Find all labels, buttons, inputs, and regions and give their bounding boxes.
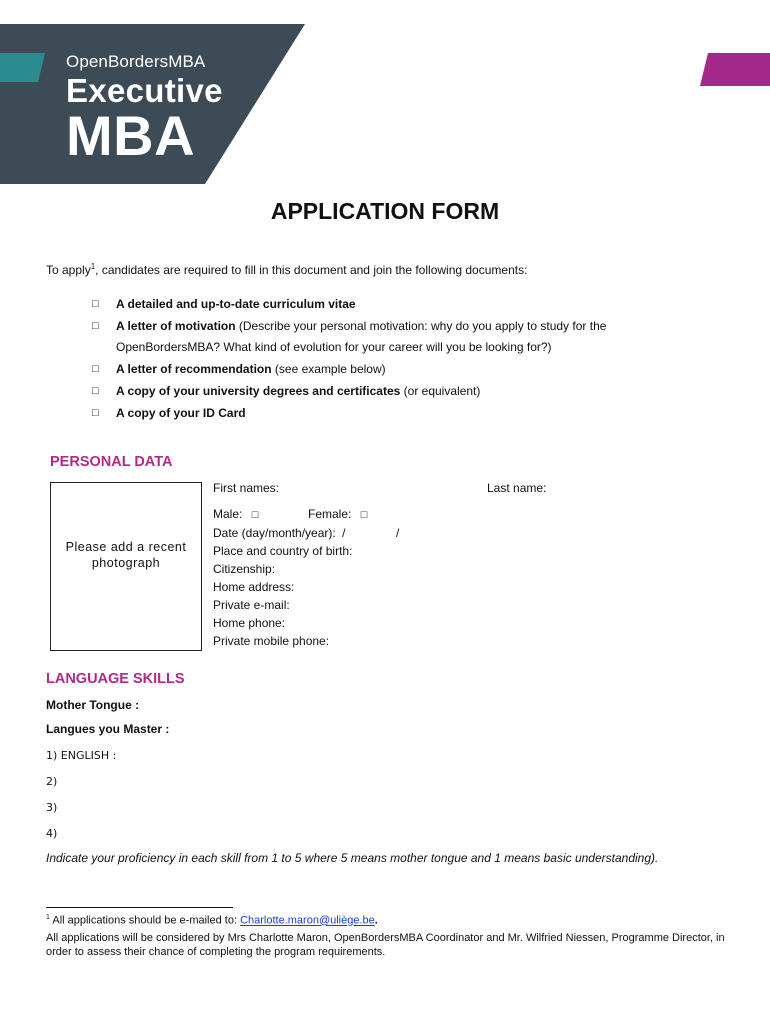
checkbox[interactable]: □: [92, 298, 99, 310]
languages-master-label: Langues you Master :: [46, 722, 170, 736]
intro-text: To apply$^1$, candidates are required to fill in this document and join the following documents:: [46, 262, 528, 277]
language-skills-heading: LANGUAGE SKILLS: [46, 671, 185, 687]
male-checkbox[interactable]: □: [251, 509, 259, 521]
photo-hint: Please add a recent photograph: [65, 540, 187, 570]
last-name-field[interactable]: Last name:: [487, 481, 547, 495]
magenta-accent: [700, 53, 770, 86]
checkbox[interactable]: □: [92, 407, 99, 419]
list-item: □ A letter of motivation (Describe your personal motivation: why do you apply to study for the OpenBordersMBA? What kind of evolution for your career will you be looking for?): [92, 315, 732, 358]
email-field[interactable]: Private e-mail:: [213, 598, 290, 612]
male-field: Male: □: [213, 507, 259, 521]
mobile-phone-field[interactable]: Private mobile phone:: [213, 634, 330, 648]
photo-upload-area[interactable]: [50, 482, 202, 651]
brand-name: OpenBordersMBA: [66, 52, 206, 71]
page-title: APPLICATION FORM: [270, 198, 500, 224]
female-checkbox[interactable]: □: [360, 509, 368, 521]
checkbox[interactable]: □: [92, 320, 99, 332]
footnote-1-detail: All applications will be considered by Mrs Charlotte Maron, OpenBordersMBA Coordinator and Mr. Wilfried Niessen, Programme Director, in order to assess their chance of completing the program requirements.: [46, 932, 725, 958]
brand-executive: Executive: [66, 72, 223, 109]
birth-place-field[interactable]: Place and country of birth:: [213, 544, 353, 558]
date-separator: /: [396, 526, 400, 540]
brand-mba: MBA: [66, 104, 196, 167]
home-phone-field[interactable]: Home phone:: [213, 616, 286, 630]
proficiency-note: Indicate your proficiency in each skill from 1 to 5 where 5 means mother tongue and 1 means basic understanding).: [46, 851, 659, 865]
language-item-1[interactable]: 1) ENGLISH :: [46, 749, 117, 762]
checkbox[interactable]: □: [92, 363, 99, 375]
citizenship-field[interactable]: Citizenship:: [213, 562, 276, 576]
footnote-divider: [46, 907, 233, 908]
date-of-birth-field[interactable]: Date (day/month/year): /: [213, 526, 346, 540]
footnote-ref[interactable]: 1: [90, 262, 96, 271]
list-item: □ A copy of your university degrees and certificates (or equivalent): [92, 380, 732, 402]
footnote-1: $^1$ All applications should be e-mailed to: Charlotte.maron@uliège.be.: [46, 914, 378, 927]
home-address-field[interactable]: Home address:: [213, 580, 295, 594]
first-names-field[interactable]: First names:: [213, 481, 280, 495]
list-item: □ A detailed and up-to-date curriculum vitae: [92, 293, 732, 315]
language-item-4[interactable]: 4): [46, 827, 58, 840]
personal-data-heading: PERSONAL DATA: [50, 454, 173, 470]
teal-accent: [0, 53, 45, 82]
list-item: □ A copy of your ID Card: [92, 402, 732, 424]
mother-tongue-field[interactable]: Mother Tongue :: [46, 698, 140, 712]
language-item-2[interactable]: 2): [46, 775, 58, 788]
checkbox[interactable]: □: [92, 385, 99, 397]
list-item: □ A letter of recommendation (see example below): [92, 358, 732, 380]
female-field: Female: □: [308, 507, 368, 521]
email-link[interactable]: Charlotte.maron@uliège.be: [240, 914, 375, 927]
required-documents-list: [92, 293, 732, 424]
language-item-3[interactable]: 3): [46, 801, 58, 814]
